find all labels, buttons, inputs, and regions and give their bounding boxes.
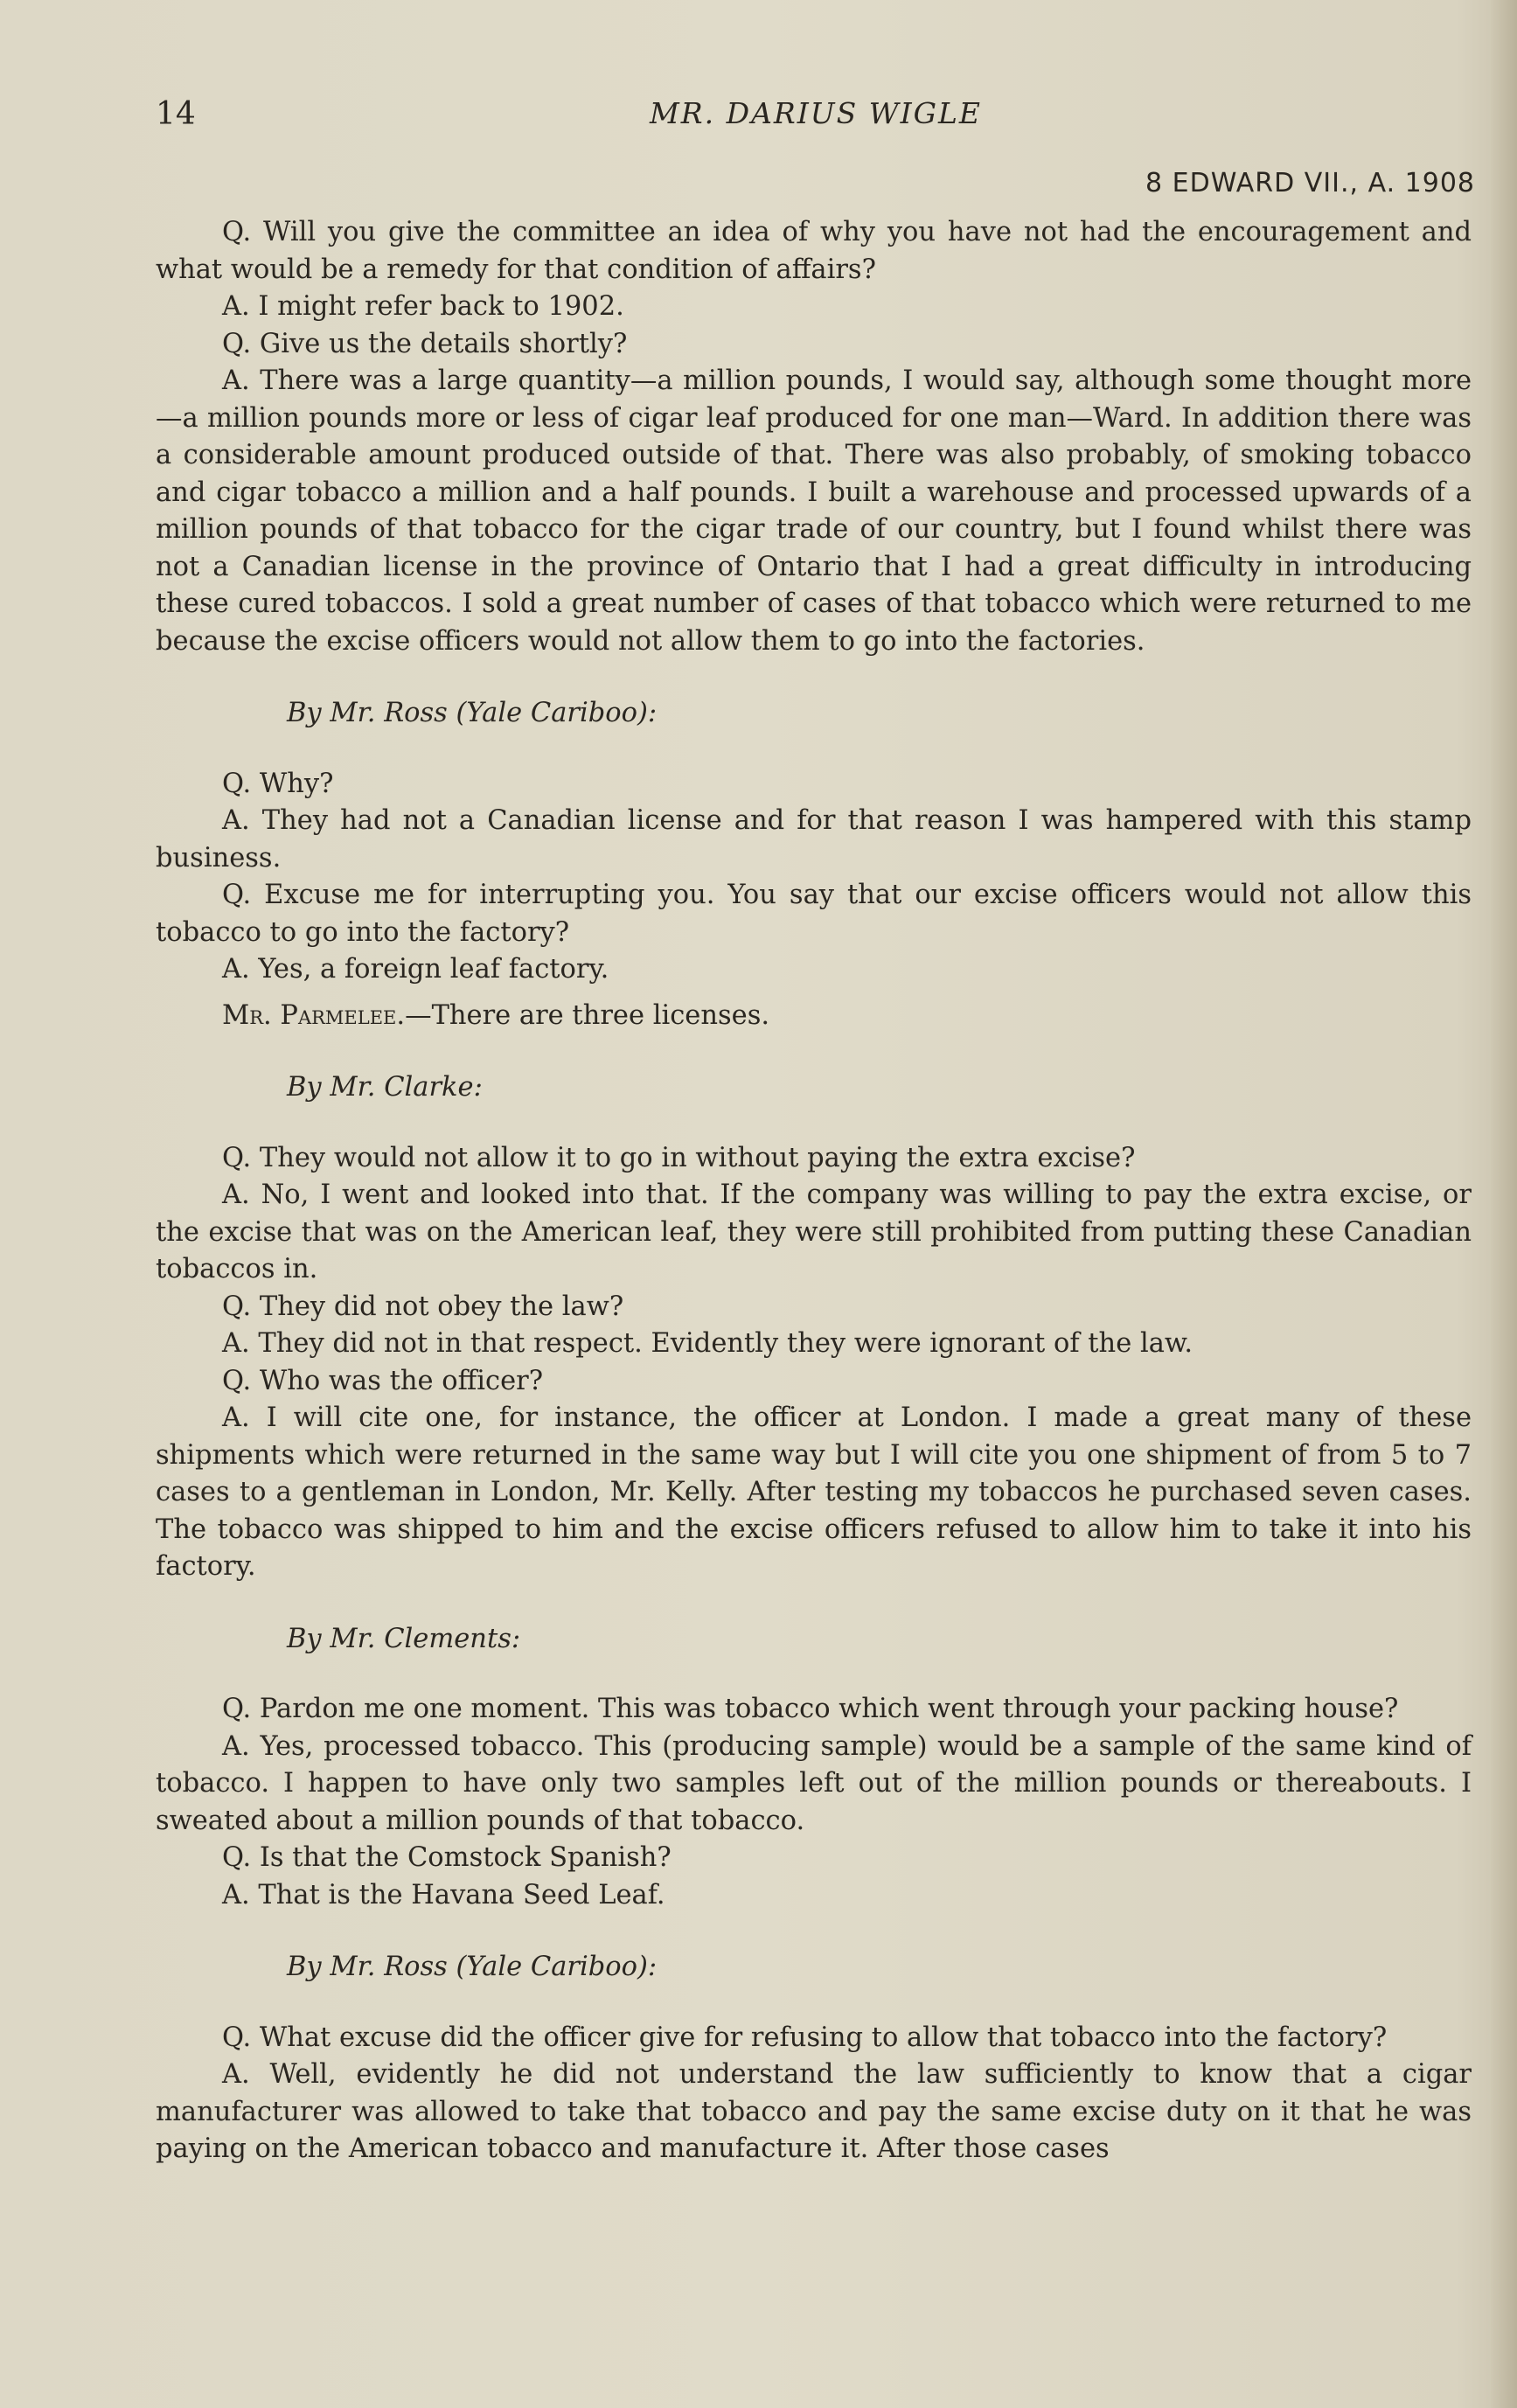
question-paragraph: Q. Will you give the committee an idea of why you have not had the encouragement and what would be a remedy for that condition of affairs? xyxy=(156,217,1472,285)
question-paragraph: Q. Pardon me one moment. This was tobacco which went through your packing house? xyxy=(222,1694,1399,1724)
answer-paragraph: A. I might refer back to 1902. xyxy=(222,291,624,322)
answer-paragraph: A. They did not in that respect. Evidently they were ignorant of the law. xyxy=(222,1328,1193,1359)
question-paragraph: Q. Who was the officer? xyxy=(222,1365,544,1396)
question-paragraph: Q. Is that the Comstock Spanish? xyxy=(222,1842,672,1873)
speaker-statement xyxy=(156,998,1472,1035)
answer-paragraph: A. Well, evidently he did not understand the law sufficiently to know that a cigar manufacturer was allowed to take that tobacco and pay the same excise duty on it that he was paying on the American tobacco and manufacture it. After those cases xyxy=(156,2059,1472,2164)
speaker-text: —There are three licenses. xyxy=(405,999,770,1031)
question-paragraph: Q. They would not allow it to go in without paying the extra excise? xyxy=(222,1142,1136,1173)
session-reference: 8 EDWARD VII., A. 1908 xyxy=(1145,168,1475,198)
question-paragraph: Q. They did not obey the law? xyxy=(222,1291,624,1322)
answer-paragraph: A. Yes, a foreign leaf factory. xyxy=(222,954,609,985)
speaker-name: Mr. Parmelee. xyxy=(222,999,406,1031)
body-text xyxy=(156,214,1472,2168)
question-paragraph: Q. What excuse did the officer give for refusing to allow that tobacco into the factory? xyxy=(222,2022,1388,2053)
examiner-byline: By Mr. Ross (Yale Cariboo): xyxy=(287,698,658,728)
examiner-byline: By Mr. Clarke: xyxy=(287,1072,483,1103)
running-title: MR. DARIUS WIGLE xyxy=(650,96,983,130)
page-number: 14 xyxy=(156,96,196,132)
question-paragraph: Q. Why? xyxy=(222,768,334,799)
examiner-byline: By Mr. Clements: xyxy=(287,1623,521,1654)
answer-paragraph: A. I will cite one, for instance, the officer at London. I made a great many of these shipments which were returned in the same way but I will cite you one shipment of from 5 to 7 cases to a gentleman in London, Mr. Kelly. After testing my tobaccos he purchased seven cases. The tobacco was shipped to him and the excise officers refused to allow him to take it into his factory. xyxy=(156,1402,1472,1582)
answer-paragraph: A. That is the Havana Seed Leaf. xyxy=(222,1879,665,1910)
page-header xyxy=(156,96,1467,140)
question-paragraph: Q. Excuse me for interrupting you. You say that our excise officers would not allow this tobacco to go into the factory? xyxy=(156,880,1472,948)
answer-paragraph: A. Yes, processed tobacco. This (producing sample) would be a sample of the same kind of tobacco. I happen to have only two samples left out of the million pounds or thereabouts. I sweated about a million pounds of that tobacco. xyxy=(156,1730,1472,1836)
answer-paragraph: A. No, I went and looked into that. If the company was willing to pay the extra excise, or the excise that was on the American leaf, they were still prohibited from putting these Canadian tobaccos in. xyxy=(156,1180,1472,1284)
answer-paragraph: A. They had not a Canadian license and for that reason I was hampered with this stamp business. xyxy=(156,805,1472,873)
question-paragraph: Q. Give us the details shortly? xyxy=(222,328,628,359)
answer-paragraph: A. There was a large quantity—a million pounds, I would say, although some thought more—a million pounds more or less of cigar leaf produced for one man—Ward. In addition there was a considerable amount produced outside of that. There was also probably, of smoking tobacco and cigar tobacco a million and a half pounds. I built a warehouse and processed upwards of a million pounds of that tobacco for the cigar trade of our country, but I found whilst there was not a Canadian license in the province of Ontario that I had a great difficulty in introducing these cured tobaccos. I sold a great number of cases of that tobacco which were returned to me because the excise officers would not allow them to go into the factories. xyxy=(156,365,1472,657)
examiner-byline: By Mr. Ross (Yale Cariboo): xyxy=(287,1952,658,1982)
page-edge xyxy=(1491,0,1517,2408)
